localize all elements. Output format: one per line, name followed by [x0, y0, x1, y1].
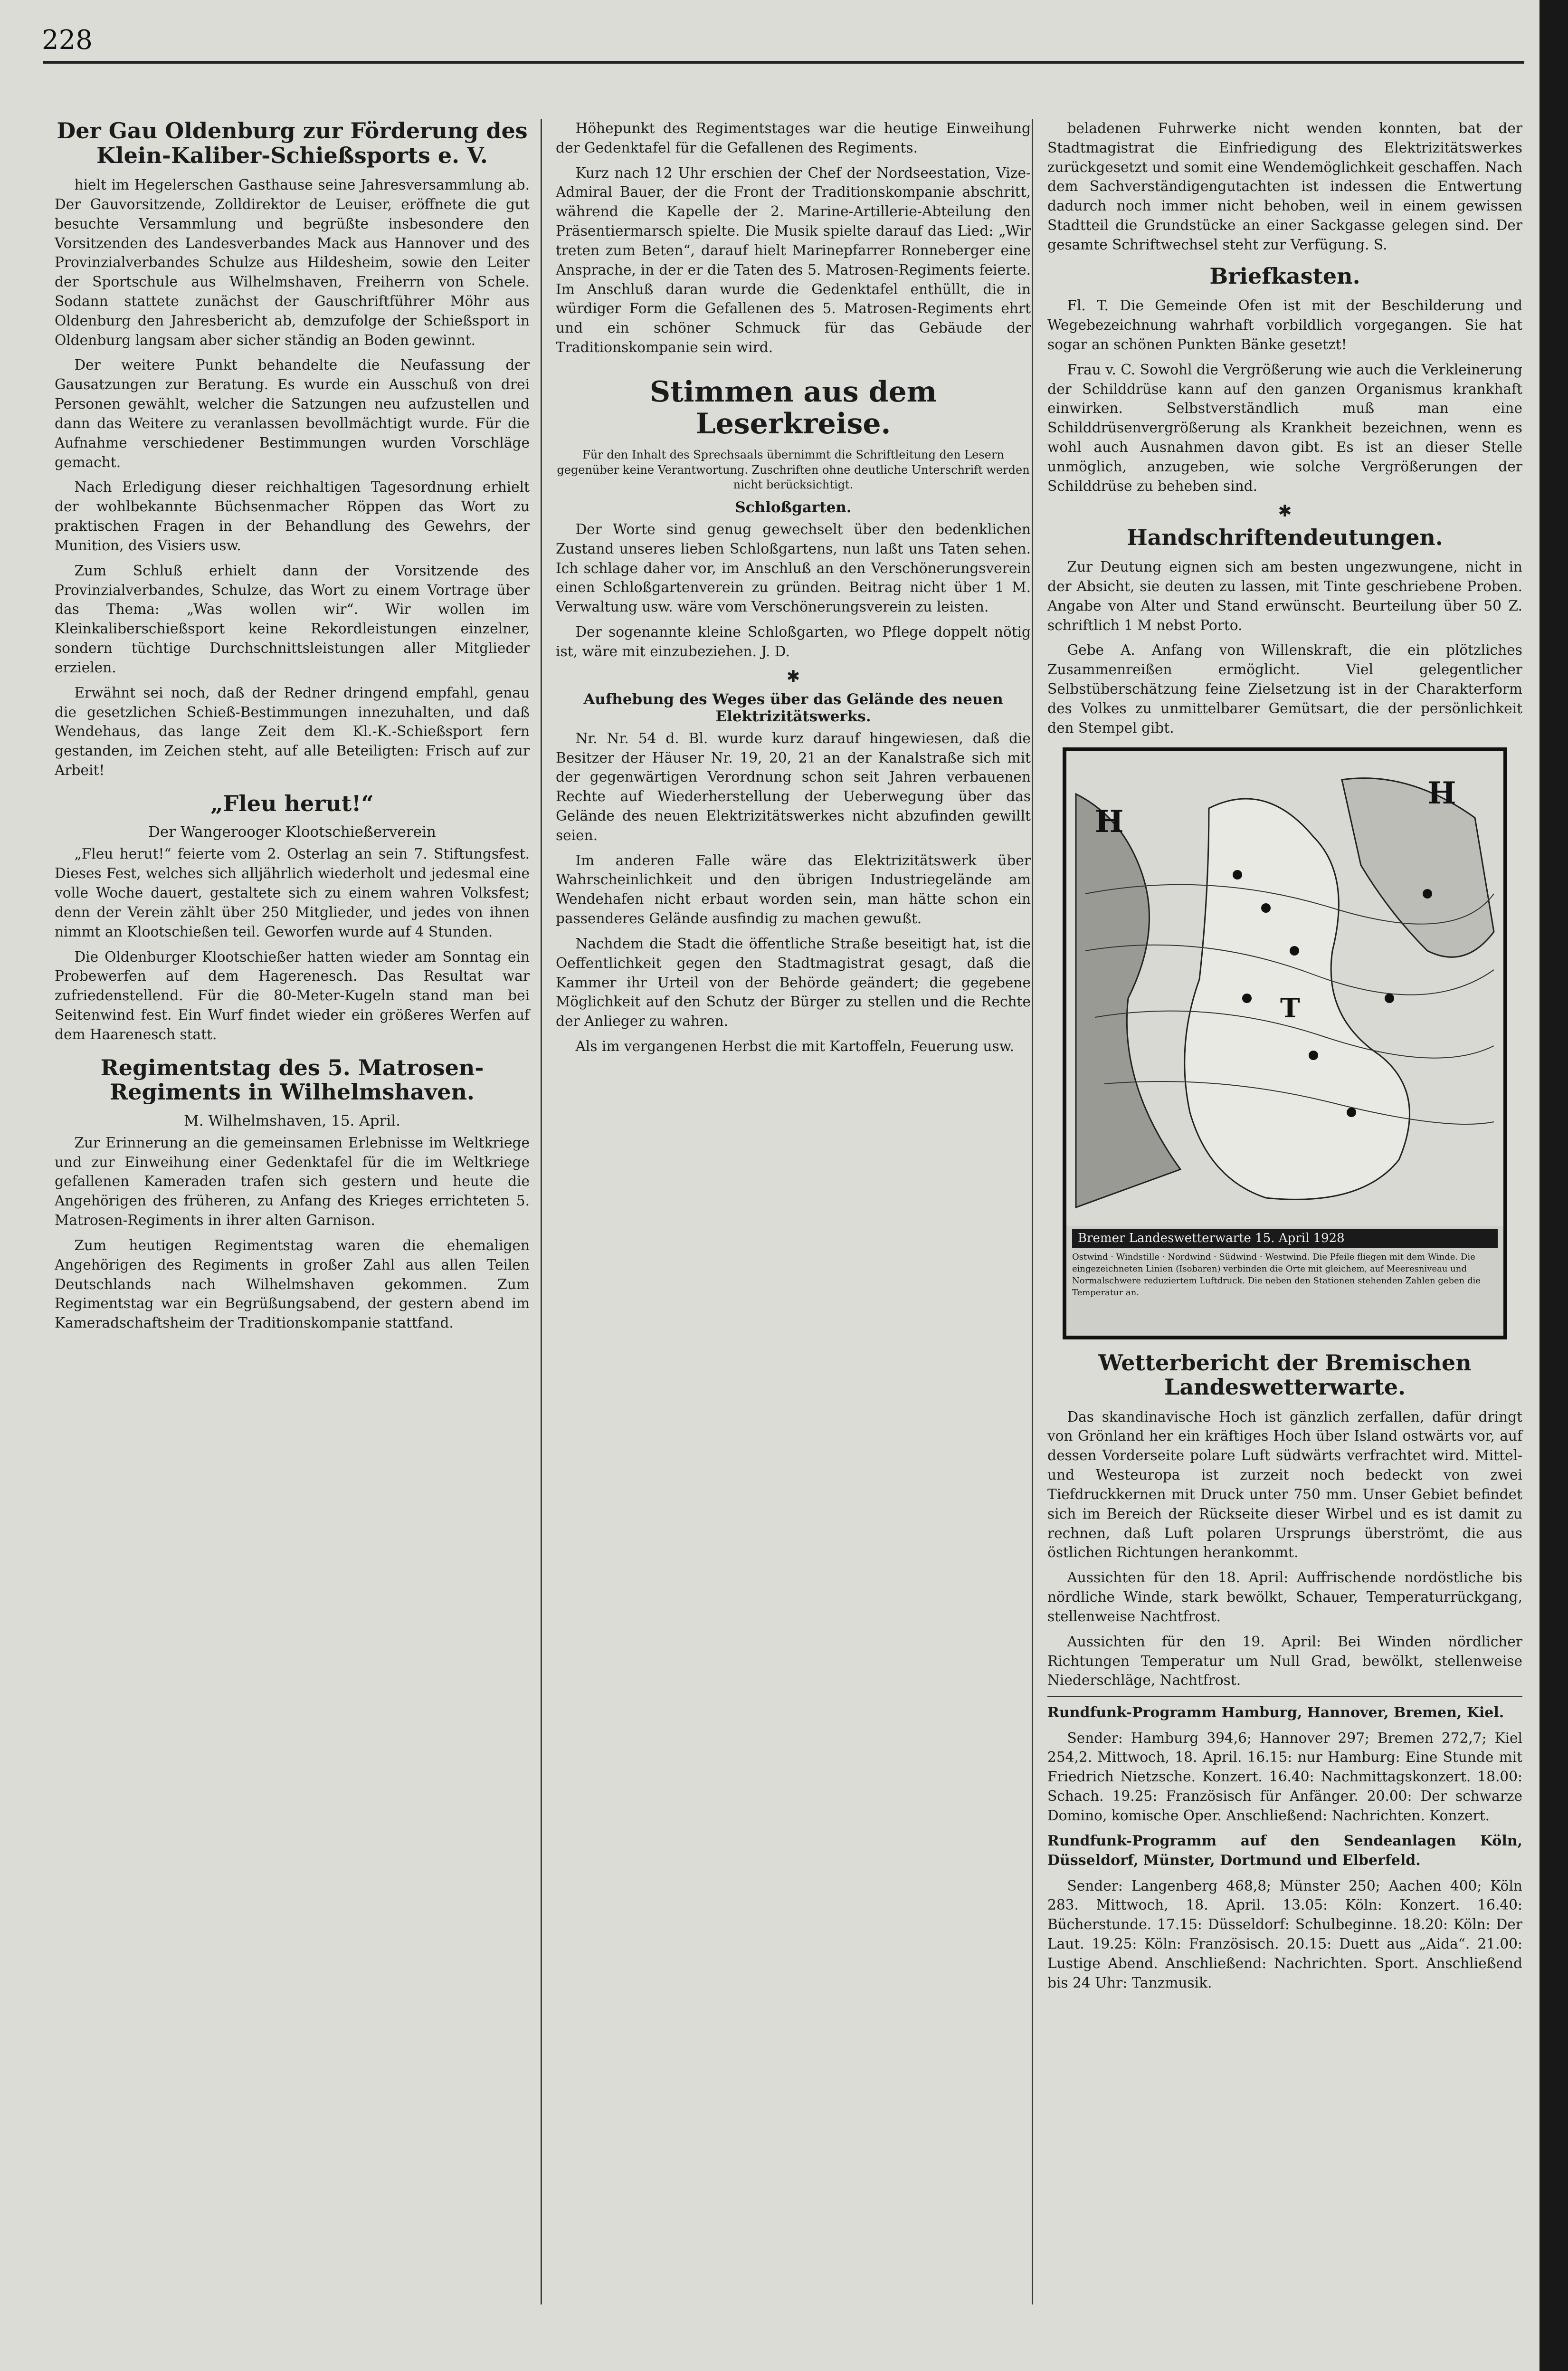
paragraph: Zur Erinnerung an die gemeinsamen Erlebnisse im Weltkriege und zur Einweihung einer Gedenktafel für die im Weltkriege gefallenen Kameraden trafen sich gestern und heute die Angehörigen des früheren, zu Anfang des Krieges errichteten 5. Matrosen-Regiments in ihrer alten Garnison. — [55, 1134, 530, 1229]
paragraph: Nach Erledigung dieser reichhaltigen Tagesordnung erhielt der wohlbekannte Büchsenmacher Röppen das Wort zu praktischen Fragen in der Behandlung des Gewehrs, der Munition, des Visiers usw. — [55, 479, 530, 554]
paragraph: Sender: Hamburg 394,6; Hannover 297; Bremen 272,7; Kiel 254,2. Mittwoch, 18. April. 16.15: nur Hamburg: Eine Stunde mit Friedrich Nietzsche. Konzert. 16.40: Nachmittagskonzert. 18.00: Schach. 19.25: Französisch für Anfänger. 20.00: Der schwarze Domino, komische Oper. Anschließend: Nachrichten. Konzert. — [1047, 1730, 1522, 1824]
header-rule — [43, 61, 1524, 64]
paragraph: Als im vergangenen Herbst die mit Kartoffeln, Feuerung usw. — [575, 1038, 1014, 1055]
paragraph: Im anderen Falle wäre das Elektrizitätswerk über Wahrscheinlichkeit und den übrigen Industriegelände am Wendehafen nicht erbaut worden sein, man hätte schon ein passenderes Gelände ausfindig zu machen gewußt. — [556, 852, 1031, 927]
article-subtitle: Der Wangerooger Klootschießerverein — [148, 823, 436, 841]
separator-star: ✱ — [1278, 501, 1292, 521]
article-title: „Fleu herut!“ — [210, 790, 374, 816]
column-rule — [541, 119, 542, 2304]
paragraph: Die Oldenburger Klootschießer hatten wieder am Sonntag ein Probewerfen auf dem Hagerenesch. Das Resultat war zufriedenstellend. Für die 80-Meter-Kugeln stand man bei Seitenwind fest. Ein Wurf findet wieder ein größeres Werfen auf dem Haarenesch statt. — [55, 948, 530, 1042]
paragraph: Der Worte sind genug gewechselt über den bedenklichen Zustand unseres lieben Schloßgartens, nun laßt uns Taten sehen. Ich schlage daher vor, im Anschluß an den Verschönerungsverein einen Schloßgartenverein zu gründen. Beitrag nicht über 1 M. Verwaltung usw. wäre vom Verschönerungsverein zu leisten. — [556, 521, 1031, 615]
paragraph: Nachdem die Stadt die öffentliche Straße beseitigt hat, ist die Oeffentlichkeit gegen den Stadtmagistrat gesagt, daß die Kammer ihr Urteil von der Behörde geändert; die gegebene Möglichkeit auf den Schutz der Bürger zu stellen und die Rechte der Anlieger zu wahren. — [556, 935, 1031, 1030]
article-title: Regimentstag des 5. Matrosen-Regiments in Wilhelmshaven. — [100, 1054, 484, 1105]
radio-program-title: Rundfunk-Programm Hamburg, Hannover, Bremen, Kiel. — [1047, 1704, 1504, 1721]
svg-text:H: H — [1427, 775, 1456, 811]
section-title: Stimmen aus dem Leserkreise. — [649, 375, 937, 441]
paragraph: Höhepunkt des Regimentstages war die heutige Einweihung der Gedenktafel für die Gefallenen des Regiments. — [556, 120, 1031, 156]
weather-map — [1063, 747, 1507, 1339]
paragraph: Der weitere Punkt behandelte die Neufassung der Gausatzungen zur Beratung. Es wurde ein Ausschuß von drei Personen gewählt, welcher die Satzungen neu aufzustellen und dann das Weitere zu veranlassen bevollmächtigt wurde. Für die Aufnahme verschiedener Bestimmungen wurden Vorschläge gemacht. — [55, 357, 530, 470]
paragraph: „Fleu herut!“ feierte vom 2. Osterlag an sein 7. Stiftungsfest. Dieses Fest, welches sich alljährlich wiederholt und jedesmal eine volle Woche dauert, gestaltete sich zu einem wahren Volksfest; denn der Verein zählt über 250 Mitglieder, und jedes von ihnen nimmt an Klootschießen teil. Geworfen wurde auf 4 Stunden. — [55, 846, 530, 940]
section-title: Handschriftendeutungen. — [1127, 524, 1443, 550]
letter-title: Aufhebung des Weges über das Gelände des neuen Elektrizitätswerks. — [583, 690, 1003, 725]
paragraph: Erwähnt sei noch, daß der Redner dringend empfahl, genau die gesetzlichen Schieß-Bestimmungen innezuhalten, und daß Wendehaus, das lange Zeit dem Kl.-K.-Schießsport fern gestanden, im Zeichen steht, auf alle Beteiligten: Frisch auf zur Arbeit! — [55, 684, 530, 779]
divider — [1047, 1696, 1522, 1697]
letter-title: Schloßgarten. — [735, 498, 852, 516]
paragraph: Frau v. C. Sowohl die Vergrößerung wie auch die Verkleinerung der Schilddrüse kann auf den ganzen Organismus krankhaft einwirken. Selbstverständlich muß man eine Schilddrüsenvergrößerung als Krankheit bezeichnen, wenn es wohl auch Ausnahmen davon gibt. Es ist an dieser Stelle unmöglich, anzugeben, wie solche Vergrößerungen der Schilddrüse zu beheben sind. — [1047, 361, 1522, 494]
separator-star: ✱ — [786, 667, 800, 686]
paragraph: Zur Deutung eignen sich am besten ungezwungene, nicht in der Absicht, sie deuten zu lassen, mit Tinte geschriebene Proben. Angabe von Alter und Stand erwünscht. Beurteilung über 50 Z. schriftlich 1 M nebst Porto. — [1047, 559, 1522, 633]
page-number: 228 — [42, 25, 93, 56]
section-title: Wetterbericht der Bremischen Landeswetterwarte. — [1098, 1349, 1472, 1400]
paragraph: Der sogenannte kleine Schloßgarten, wo Pflege doppelt nötig ist, wäre mit einzubeziehen. J. D. — [556, 624, 1031, 660]
paragraph: Zum heutigen Regimentstag waren die ehemaligen Angehörigen des Regiments in großer Zahl aus allen Teilen Deutschlands nach Wilhelmshaven gekommen. Zum Regimentstag war ein Begrüßungsabend, der gestern abend im Kameradschaftsheim der Traditionskompanie stattfand. — [55, 1237, 530, 1331]
paragraph: Nr. Nr. 54 d. Bl. wurde kurz darauf hingewiesen, daß die Besitzer der Häuser Nr. 19, 20, 21 an der Kanalstraße sich mit der gegenwärtigen Verordnung schon seit Jahren verbauenen Rechte auf Wiederherstellung der Ueberwegung über das Gelände des neuen Elektrizitätswerkes nicht abzufinden gewillt seien. — [556, 730, 1031, 843]
paragraph: Zum Schluß erhielt dann der Vorsitzende des Provinzialverbandes, Schulze, das Wort zu einem Vortrage über das Thema: „Was wollen wir“. Wir wollen im Kleinkaliberschießsport keine Rekordleistungen einzelner, sondern tüchtige Durchschnittsleistungen aller Mitglieder erzielen. — [55, 562, 530, 676]
svg-text:H: H — [1095, 803, 1124, 840]
paragraph: Gebe A. Anfang von Willenskraft, die ein plötzliches Zusammenreißen ermöglicht. Viel gelegentlicher Selbstüberschätzung feine Zielsetzung ist in der Charakterform des Volkes zu unmittelbarer Gemütsart, die der persönlichkeit den Stempel gibt. — [1047, 642, 1522, 736]
dateline: M. Wilhelmshaven, 15. April. — [184, 1112, 400, 1129]
paragraph: Das skandinavische Hoch ist gänzlich zerfallen, dafür dringt von Grönland her ein kräftiges Hoch über Island ostwärts vor, auf dessen Vorderseite polare Luft südwärts verfrachtet wird. Mittel- und Westeuropa ist zurzeit noch bedeckt von zwei Tiefdruckkernen mit Druck unter 750 mm. Unser Gebiet befindet sich im Bereich der Rückseite dieser Wirbel und es ist damit zu rechnen, daß Luft polaren Ursprungs überströmt, die aus östlichen Richtungen herankommt. — [1047, 1408, 1522, 1561]
map-legend: Ostwind · Windstille · Nordwind · Südwind · Westwind. Die Pfeile fliegen mit dem Winde. Die eingezeichneten Linien (Isobaren) verbinden die Orte mit gleichem, auf Meeresniveau und Normalschwere reduziertem Luftdruck. Die neben den Stationen stehenden Zahlen geben die Temperatur an. — [1072, 1252, 1481, 1298]
paragraph: hielt im Hegelerschen Gasthause seine Jahresversammlung ab. Der Gauvorsitzende, Zolldirektor de Leuiser, eröffnete die gut besuchte Versammlung und begrüßte insbesondere den Vorsitzenden des Landesverbandes Mack aus Hannover und des Provinzialverbandes Schulze aus Hildesheim, sowie den Leiter der Sportschule aus Wilhelmshaven, Freiherrn von Schele. Sodann stattete zunächst der Gauschriftführer Möhr aus Oldenburg den Jahresbericht ab, demzufolge der Schießsport in Oldenburg langsam aber sicher ständig an Boden gewinnt. — [55, 177, 530, 348]
section-note: Für den Inhalt des Sprechsaals übernimmt die Schriftleitung den Lesern gegenüber keine Verantwortung. Zuschriften ohne deutliche Unterschrift werden nicht berücksichtigt. — [557, 448, 1030, 491]
svg-text:T: T — [1280, 992, 1300, 1024]
column-2 — [556, 119, 1031, 1062]
paragraph: Aussichten für den 19. April: Bei Winden nördlicher Richtungen Temperatur um Null Grad, bewölkt, stellenweise Niederschläge, Nachtfrost. — [1047, 1633, 1522, 1689]
scan-border — [1539, 0, 1568, 2371]
paragraph: Aussichten für den 18. April: Auffrischende nordöstliche bis nördliche Winde, stark bewölkt, Schauer, Temperaturrückgang, stellenweise Nachtfrost. — [1047, 1569, 1522, 1625]
paragraph: Sender: Langenberg 468,8; Münster 250; Aachen 400; Köln 283. Mittwoch, 18. April. 13.05: Köln: Konzert. 16.40: Bücherstunde. 17.15: Düsseldorf: Schulbeginne. 18.20: Köln: Der Laut. 19.25: Köln: Französisch. 20.15: Duett aus „Aida“. 21.00: Lustige Abend. Anschließend: Nachrichten. Sport. Anschließend bis 24 Uhr: Tanzmusik. — [1047, 1877, 1522, 1991]
paragraph: Kurz nach 12 Uhr erschien der Chef der Nordseestation, Vize-Admiral Bauer, der die Front der Traditionskompanie abschritt, während die Kapelle der 2. Marine-Artillerie-Abteilung den Präsentiermarsch spielte. Die Musik spielte darauf das Lied: „Wir treten zum Beten“, darauf hielt Marinepfarrer Ronneberger eine Ansprache, in der er die Taten des 5. Matrosen-Regiments feierte. Im Anschluß daran wurde die Gedenktafel enthüllt, die in würdiger Form die Gefallenen des 5. Matrosen-Regiments ehrt und ein schöner Schmuck für das Gebäude der Traditionskompanie sein wird. — [556, 164, 1031, 356]
section-title: Briefkasten. — [1209, 263, 1360, 289]
paragraph: beladenen Fuhrwerke nicht wenden konnten, bat der Stadtmagistrat die Einfriedigung des Elektrizitätswerkes zurückgesetzt und somit eine Wendemöglichkeit geschaffen. Nach dem Sachverständigengutachten ist indessen die Entwertung dadurch noch immer nicht behoben, weil in einem gewissen Stadtteil die Grundstücke an einer Sackgasse gelegen sind. Der gesamte Schriftwechsel steht zur Verfügung. S. — [1047, 120, 1522, 253]
column-1 — [55, 119, 530, 1338]
column-rule — [1032, 119, 1033, 2304]
article-title: Der Gau Oldenburg zur Förderung des Klein-Kaliber-Schießsports e. V. — [57, 118, 528, 168]
weather-map-drawing — [1066, 751, 1503, 1226]
radio-program-title: Rundfunk-Programm auf den Sendeanlagen Köln, Düsseldorf, Münster, Dortmund und Elberfeld. — [1047, 1832, 1522, 1869]
paragraph: Fl. T. Die Gemeinde Ofen ist mit der Beschilderung und Wegebezeichnung wahrhaft vorbildlich vorgegangen. Sie hat sogar an schönen Punkten Bänke gesetzt! — [1047, 297, 1522, 353]
map-caption: Bremer Landeswetterwarte 15. April 1928 — [1072, 1229, 1498, 1248]
column-3 — [1047, 119, 1522, 1998]
